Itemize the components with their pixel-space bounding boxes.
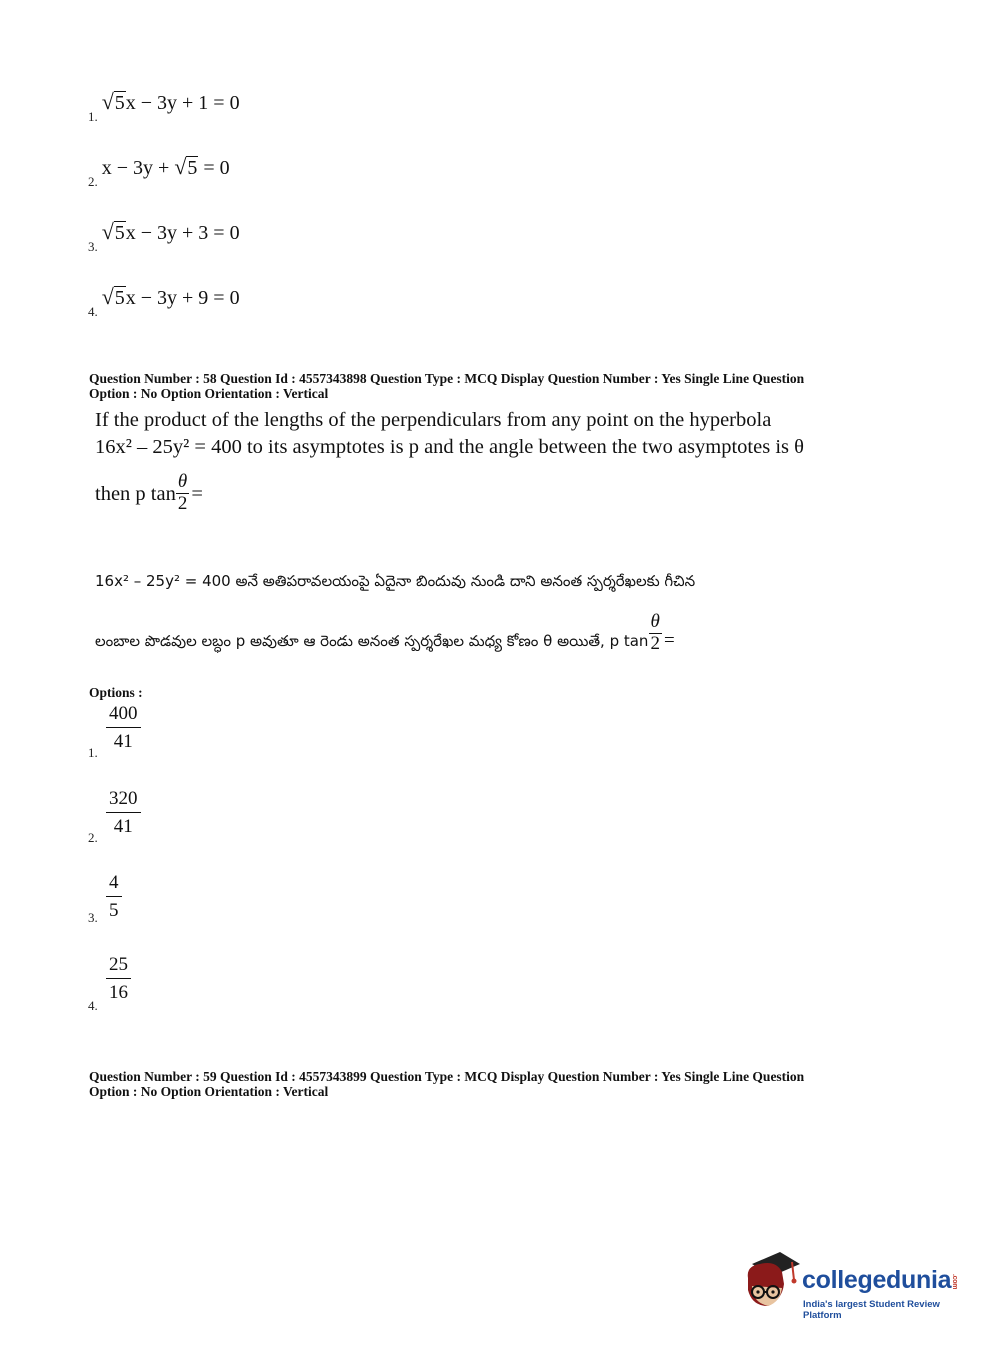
option-fraction: 4 5 [106, 872, 122, 922]
sqrt-symbol: √ 5 [101, 284, 125, 309]
option-number: 3. [88, 239, 98, 254]
question-58-meta [89, 371, 969, 401]
meta-line-2: Option : No Option Orientation : Vertical [89, 386, 329, 401]
option-equation: √ 5x − 3y + 1 = 0 [101, 89, 240, 114]
option-number: 3. [88, 910, 98, 925]
option-number: 4. [88, 998, 98, 1013]
sqrt-symbol: √ 5 [174, 154, 198, 179]
question-58-telugu-line-1: 16x² – 25y² = 400 అనే అతిపరావలయంపై ఏదైనా బిందువు నుండి దాని అనంత స్పర్శరేఖలకు గీచిన [95, 572, 696, 590]
option-number: 2. [88, 174, 98, 189]
meta-line-1: Question Number : 58 Question Id : 4557343898 Question Type : MCQ Display Question Number : Yes Single Line Question [89, 371, 805, 386]
question-line-2: 16x² – 25y² = 400 to its asymptotes is p and the angle between the two asymptotes is θ [95, 436, 804, 458]
sqrt-symbol: √ 5 [101, 89, 125, 114]
option-number: 1. [88, 745, 98, 760]
prev-option-1 [88, 89, 240, 124]
prev-option-3 [88, 219, 240, 254]
option-equation: x − 3y + √ 5 = 0 [101, 154, 230, 179]
logo-tagline: India's largest Student Review Platform [803, 1299, 940, 1321]
question-58-english [95, 407, 955, 461]
logo-name: collegedunia.com [802, 1266, 959, 1294]
mascot-icon [742, 1250, 802, 1314]
prev-option-2 [88, 154, 230, 189]
theta-over-2-fraction: $\frac{\theta}{2}$ [650, 611, 660, 654]
options-label: Options : [89, 685, 143, 700]
option-number: 2. [88, 830, 98, 845]
question-59-meta [89, 1069, 969, 1099]
option-fraction: 400 41 [106, 703, 141, 753]
option-equation: √ 5x − 3y + 9 = 0 [101, 284, 240, 309]
collegedunia-logo [742, 1250, 972, 1320]
option-number: 4. [88, 304, 98, 319]
meta-line-2: Option : No Option Orientation : Vertical [89, 1084, 329, 1099]
prev-option-4 [88, 284, 240, 319]
theta-over-2-fraction: $\frac{\theta}{2}$ [177, 471, 188, 514]
option-fraction: 25 16 [106, 954, 131, 1004]
option-fraction: 320 41 [106, 788, 141, 838]
meta-line-1: Question Number : 59 Question Id : 4557343899 Question Type : MCQ Display Question Number : Yes Single Line Question [89, 1069, 805, 1084]
question-58-telugu-line-2: లంబాల పొడవుల లబ్ధం p అవుతూ ఆ రెండు అనంత స్పర్శరేఖల మధ్య కోణం θ అయితే, p tan $\frac{\theta}{2}$ = [95, 611, 675, 654]
option-number: 1. [88, 109, 98, 124]
question-line-1: If the product of the lengths of the perpendiculars from any point on the hyperbola [95, 409, 772, 431]
option-equation: √ 5x − 3y + 3 = 0 [101, 219, 240, 244]
sqrt-symbol: √ 5 [101, 219, 125, 244]
question-58-english-line-3: then p tan $\frac{\theta}{2}$ = [95, 471, 203, 514]
